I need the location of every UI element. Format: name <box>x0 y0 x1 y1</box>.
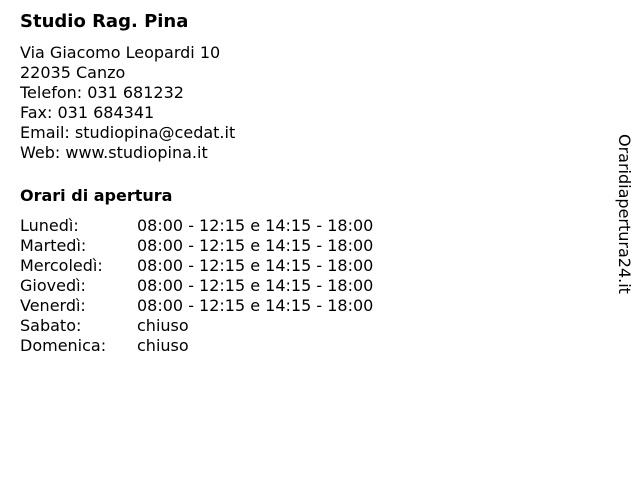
day-label: Venerdì: <box>20 296 86 315</box>
time-value: chiuso <box>137 316 189 335</box>
hours-row-wednesday <box>20 256 580 276</box>
vertical-site-name: Oraridiapertura24.it <box>615 134 634 294</box>
city-line: 22035 Canzo <box>20 63 126 82</box>
time-value: 08:00 - 12:15 e 14:15 - 18:00 <box>137 236 374 255</box>
day-label: Domenica: <box>20 336 107 355</box>
hours-row-saturday <box>20 316 580 336</box>
email-line: Email: studiopina@cedat.it <box>20 123 236 142</box>
day-label: Sabato: <box>20 316 82 335</box>
contact-block <box>20 43 580 163</box>
hours-row-monday <box>20 216 580 236</box>
time-value: 08:00 - 12:15 e 14:15 - 18:00 <box>137 276 374 295</box>
time-value: 08:00 - 12:15 e 14:15 - 18:00 <box>137 296 374 315</box>
hours-row-tuesday <box>20 236 580 256</box>
day-label: Martedì: <box>20 236 87 255</box>
day-label: Giovedì: <box>20 276 86 295</box>
web-line: Web: www.studiopina.it <box>20 143 208 162</box>
opening-hours-heading: Orari di apertura <box>20 186 173 205</box>
time-value: chiuso <box>137 336 189 355</box>
hours-row-thursday <box>20 276 580 296</box>
hours-row-friday <box>20 296 580 316</box>
phone-line: Telefon: 031 681232 <box>20 83 184 102</box>
business-card <box>20 10 580 356</box>
time-value: 08:00 - 12:15 e 14:15 - 18:00 <box>137 256 374 275</box>
hours-row-sunday <box>20 336 580 356</box>
day-label: Mercoledì: <box>20 256 103 275</box>
opening-hours-table <box>20 216 580 356</box>
time-value: 08:00 - 12:15 e 14:15 - 18:00 <box>137 216 374 235</box>
business-name: Studio Rag. Pina <box>20 11 189 32</box>
fax-line: Fax: 031 684341 <box>20 103 155 122</box>
day-label: Lunedì: <box>20 216 79 235</box>
address-line: Via Giacomo Leopardi 10 <box>20 43 221 62</box>
